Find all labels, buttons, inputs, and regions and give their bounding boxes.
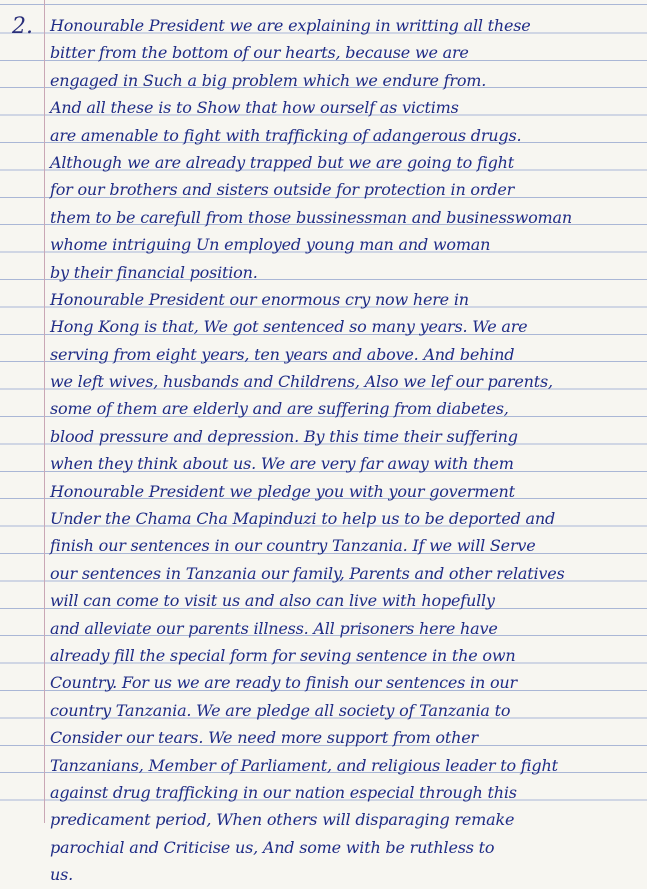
- text-line: engaged in Such a big problem which we endure from.: [50, 70, 487, 90]
- text-line: country Tanzania. We are pledge all society of Tanzania to: [50, 700, 511, 720]
- text-line: Under the Chama Cha Mapinduzi to help us to be deported and: [50, 509, 556, 529]
- text-line: parochial and Criticise us, And some with be ruthless to: [50, 837, 495, 857]
- text-line: Honourable President our enormous cry now here in: [50, 289, 469, 309]
- text-line: we left wives, husbands and Childrens, Also we lef our parents,: [50, 372, 553, 392]
- text-line: against drug trafficking in our nation especial through this: [50, 782, 517, 802]
- text-line: Honourable President we pledge you with your goverment: [50, 481, 515, 501]
- text-line: Country. For us we are ready to finish our sentences in our: [50, 673, 517, 693]
- text-line: Although we are already trapped but we are going to fight: [50, 152, 514, 172]
- text-line: them to be carefull from those bussinessman and businesswoman: [50, 207, 572, 227]
- text-line: some of them are elderly and are suffering from diabetes,: [50, 399, 509, 419]
- text-line: whome intriguing Un employed young man and woman: [50, 235, 491, 255]
- text-line: already fill the special form for seving sentence in the own: [50, 645, 516, 665]
- text-line: will can come to visit us and also can live with hopefully: [50, 591, 495, 611]
- text-line: predicament period, When others will disparaging remake: [50, 810, 515, 830]
- text-line: when they think about us. We are very far away with them: [50, 454, 514, 474]
- text-line: serving from eight years, ten years and above. And behind: [50, 344, 515, 364]
- text-line: And all these is to Show that how ourself as victims: [50, 98, 459, 118]
- text-line: blood pressure and depression. By this time their suffering: [50, 426, 518, 446]
- handwritten-text: [50, 12, 639, 889]
- text-line: Consider our tears. We need more support from other: [50, 728, 478, 748]
- text-line: Hong Kong is that, We got sentenced so many years. We are: [50, 317, 528, 337]
- text-line: Honourable President we are explaining in writting all these: [50, 16, 531, 35]
- page-number: 2.: [12, 14, 33, 39]
- text-line: Tanzanians, Member of Parliament, and religious leader to fight: [50, 755, 558, 775]
- text-line: bitter from the bottom of our hearts, because we are: [50, 43, 469, 63]
- margin-line: [44, 0, 45, 823]
- text-line: for our brothers and sisters outside for protection in order: [50, 180, 515, 200]
- text-line: finish our sentences in our country Tanzania. If we will Serve: [50, 536, 536, 556]
- text-line: by their financial position.: [50, 262, 258, 282]
- text-line: us.: [50, 865, 74, 885]
- text-line: our sentences in Tanzania our family, Parents and other relatives: [50, 563, 565, 583]
- text-line: and alleviate our parents illness. All prisoners here have: [50, 618, 498, 638]
- text-line: are amenable to fight with trafficking of adangerous drugs.: [50, 125, 522, 145]
